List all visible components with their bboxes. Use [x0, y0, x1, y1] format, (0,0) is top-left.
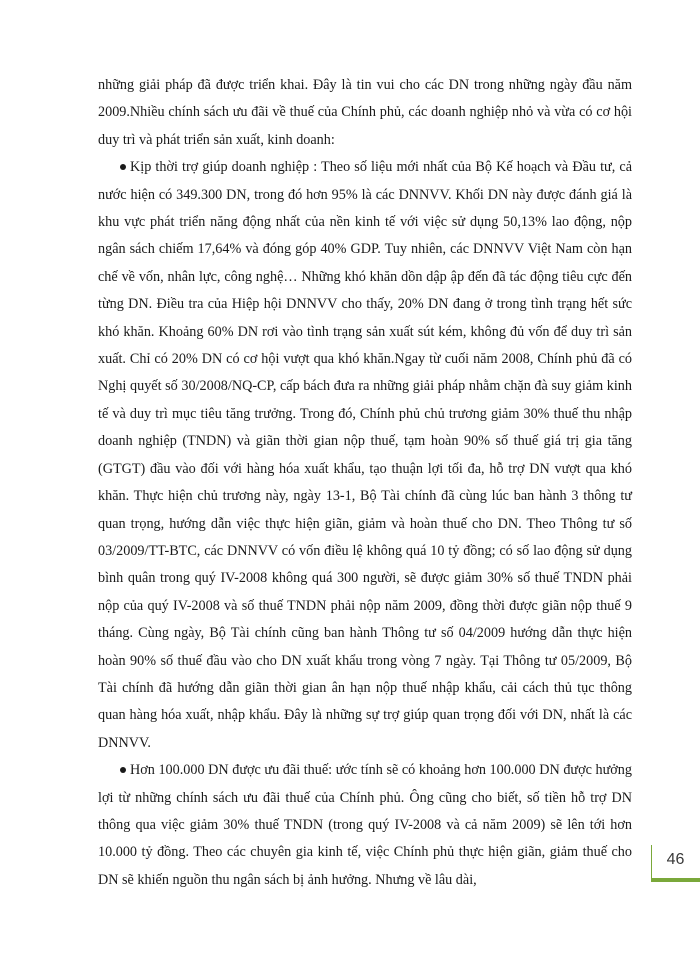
- bullet-paragraph-support: [98, 154, 632, 757]
- bullet-paragraph-tax: [98, 757, 632, 894]
- bullet-dot-icon: [120, 164, 126, 170]
- bullet-dot-icon: [120, 767, 126, 773]
- bullet-paragraph-support-text: Kịp thời trợ giúp doanh nghiệp : Theo số liệu mới nhất của Bộ Kế hoạch và Đầu tư, cả nước hiện có 349.300 DN, trong đó hơn 95% là các DNNVV. Khối DN này được đánh giá là khu vực phát triển năng động nhất của nền kinh tế với việc sử dụng 50,13% lao động, nộp ngân sách chiếm 17,64% và đóng góp 40% GDP. Tuy nhiên, các DNNVV Việt Nam còn hạn chế về vốn, nhân lực, công nghệ… Những khó khăn dồn dập ập đến đã tác động tiêu cực đến từng DN. Điều tra của Hiệp hội DNNVV cho thấy, 20% DN đang ở trong tình trạng hết sức khó khăn. Khoảng 60% DN rơi vào tình trạng sản xuất sút kém, không đủ vốn để duy trì sản xuất. Chỉ có 20% DN có cơ hội vượt qua khó khăn.Ngay từ cuối năm 2008, Chính phủ đã có Nghị quyết số 30/2008/NQ-CP, cấp bách đưa ra những giải pháp nhằm chặn đà suy giảm kinh tế và duy trì mục tiêu tăng trưởng. Trong đó, Chính phủ chủ trương giảm 30% thuế thu nhập doanh nghiệp (TNDN) và giãn thời gian nộp thuế, tạm hoàn 90% số thuế giá trị gia tăng (GTGT) đầu vào đối với hàng hóa xuất khẩu, tạo thuận lợi tối đa, hỗ trợ DN vượt qua khó khăn. Thực hiện chủ trương này, ngày 13-1, Bộ Tài chính đã cùng lúc ban hành 3 thông tư quan trọng, hướng dẫn việc thực hiện giãn, giảm và hoàn thuế cho DN. Theo Thông tư số 03/2009/TT-BTC, các DNNVV có vốn điều lệ không quá 10 tỷ đồng; có số lao động sử dụng bình quân trong quý IV-2008 không quá 300 người, sẽ được giảm 30% số thuế TNDN phải nộp của quý IV-2008 và số thuế TNDN phải nộp năm 2009, đồng thời được giãn nộp thuế 9 tháng. Cùng ngày, Bộ Tài chính cũng ban hành Thông tư số 04/2009 hướng dẫn thực hiện hoàn 90% số thuế đầu vào cho DN xuất khẩu trong vòng 7 ngày. Tại Thông tư 05/2009, Bộ Tài chính đã hướng dẫn giãn thời gian ân hạn nộp thuế nhập khẩu, cải cách thủ tục thông quan hàng hóa xuất, nhập khẩu. Đây là những sự trợ giúp quan trọng đối với DN, nhất là các DNNVV.: [98, 159, 632, 751]
- paragraph-intro: những giải pháp đã được triển khai. Đây là tin vui cho các DN trong những ngày đầu năm 2009.Nhiều chính sách ưu đãi về thuế của Chính phủ, các doanh nghiệp nhỏ và vừa có cơ hội duy trì và phát triển sản xuất, kinh doanh:: [98, 77, 632, 148]
- page-number: 46: [666, 851, 685, 868]
- bullet-paragraph-tax-text: Hơn 100.000 DN được ưu đãi thuế: ước tính sẽ có khoảng hơn 100.000 DN được hưởng lợi từ những chính sách ưu đãi thuế của Chính phủ. Ông cũng cho biết, số tiền hỗ trợ DN thông qua việc giảm 30% thuế TNDN (trong quý IV-2008 và cả năm 2009) sẽ lên tới hơn 10.000 tỷ đồng. Theo các chuyên gia kinh tế, việc Chính phủ thực hiện giãn, giảm thuế cho DN sẽ khiến nguồn thu ngân sách bị ảnh hưởng. Nhưng về lâu dài,: [98, 762, 632, 888]
- document-body: [98, 72, 632, 894]
- page-number-box: [651, 845, 700, 882]
